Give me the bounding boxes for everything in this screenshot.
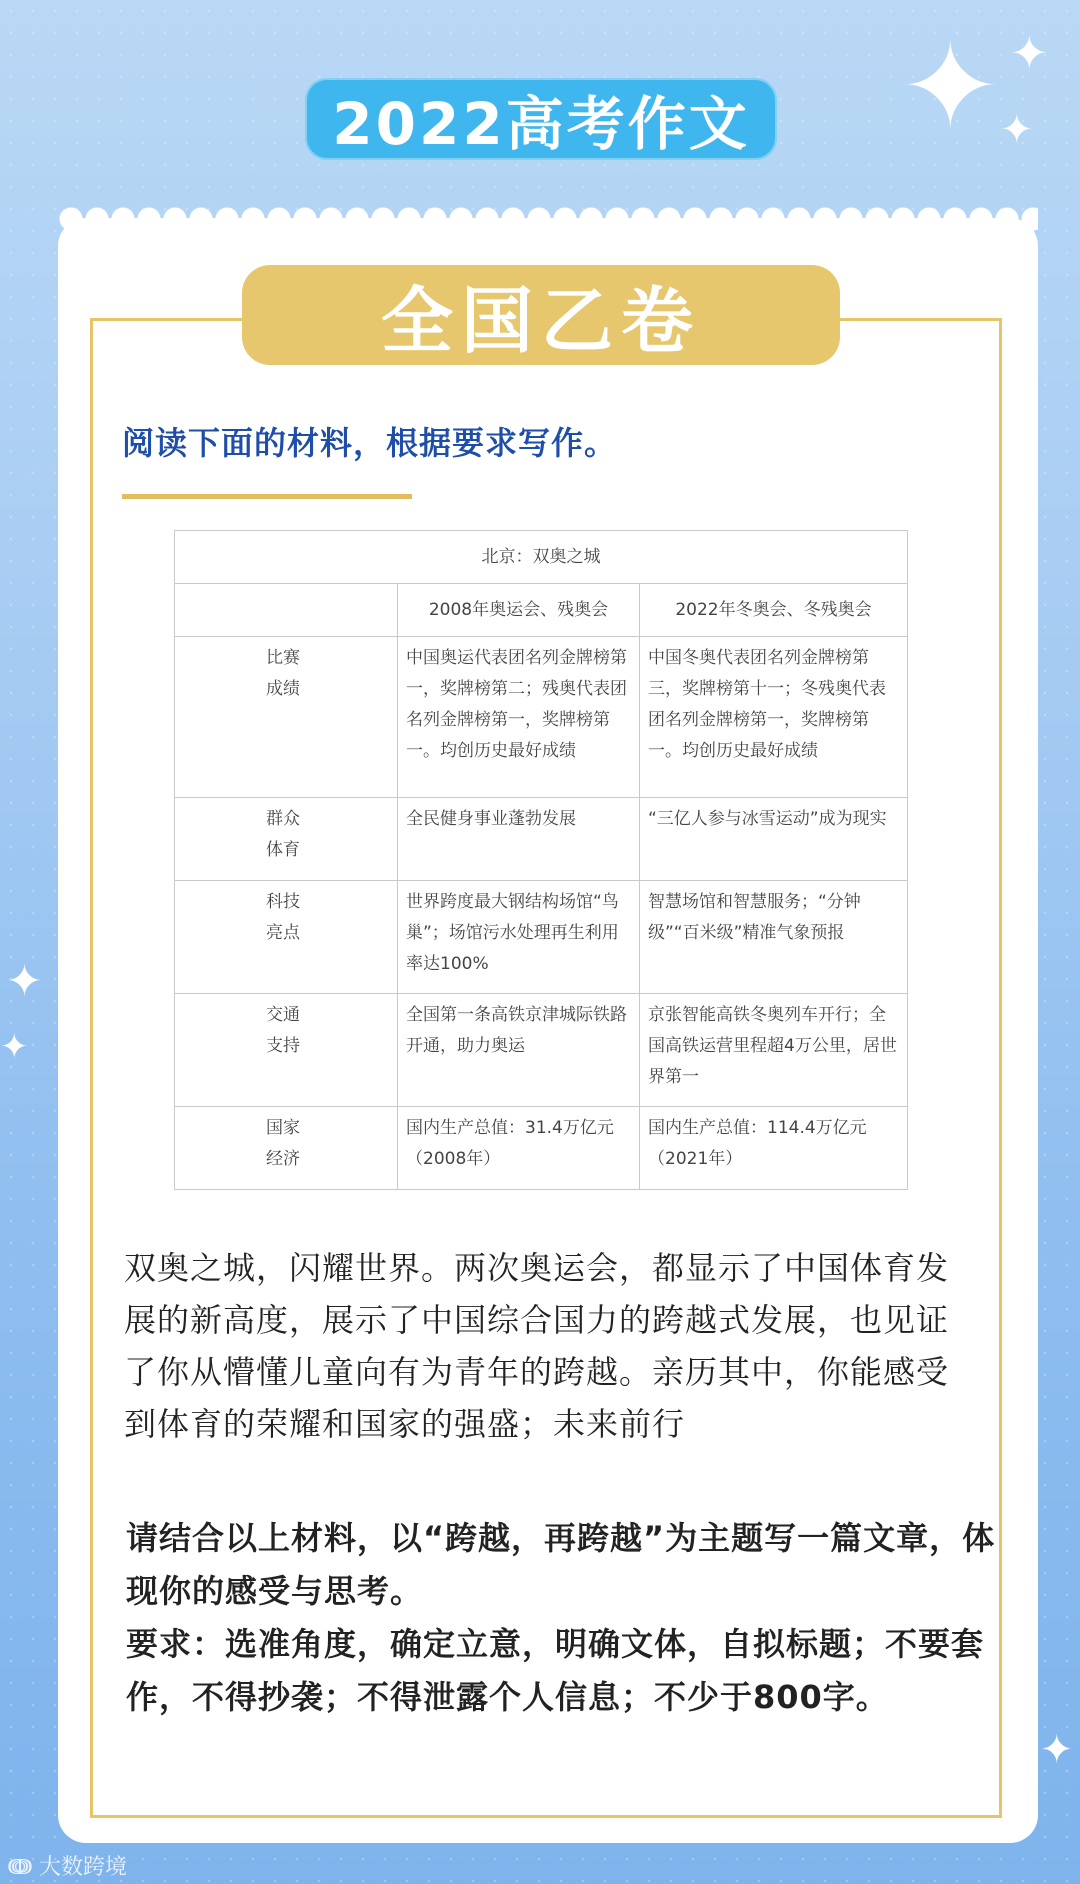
table-header-2008: 2008年奥运会、残奥会 <box>398 584 640 637</box>
exam-paper-banner <box>242 265 840 365</box>
material-paragraph: 双奥之城，闪耀世界。两次奥运会，都显示了中国体育发展的新高度，展示了中国综合国力的跨越式发展，也见证了你从懵懂儿童向有为青年的跨越。亲历其中，你能感受到体育的荣耀和国家的强盛；未来前行 <box>124 1249 950 1443</box>
cell-2022: 中国冬奥代表团名列金牌榜第三，奖牌榜第十一；冬残奥代表团名列金牌榜第一，奖牌榜第一。均创历史最好成绩 <box>640 637 908 798</box>
table-row <box>175 637 908 798</box>
row-category <box>175 637 398 798</box>
task-requirements: 要求：选准角度，确定立意，明确文体，自拟标题；不要套作，不得抄袭；不得泄露个人信息；不少于800字。 <box>126 1625 985 1716</box>
category-line: 经济 <box>266 1149 300 1169</box>
row-category <box>175 881 398 994</box>
cell-2022: 京张智能高铁冬奥列车开行；全国高铁运营里程超4万公里，居世界第一 <box>640 994 908 1107</box>
table-header-2022: 2022年冬奥会、冬残奥会 <box>640 584 908 637</box>
category-line: 亮点 <box>266 923 300 943</box>
watermark <box>8 1850 127 1881</box>
row-category <box>175 994 398 1107</box>
cell-2008: 世界跨度最大钢结构场馆“鸟巢”；场馆污水处理再生利用率达100% <box>398 881 640 994</box>
task-prompt: 请结合以上材料，以“跨越，再跨越”为主题写一篇文章，体现你的感受与思考。 <box>126 1519 996 1610</box>
cell-2022: 智慧场馆和智慧服务；“分钟级”“百米级”精准气象预报 <box>640 881 908 994</box>
sparkle-icon: ✦ <box>1040 1727 1074 1773</box>
table-header-empty <box>175 584 398 637</box>
page-title: 2022高考作文 <box>332 90 750 158</box>
sparkle-icon: ✦ <box>6 956 43 1007</box>
exam-paper-title: 全国乙卷 <box>380 279 701 363</box>
cell-2008: 全国第一条高铁京津城际铁路开通，助力奥运 <box>398 994 640 1107</box>
writing-task <box>126 1512 996 1724</box>
sparkle-icon: ✦ <box>1010 26 1049 80</box>
category-line: 交通 <box>266 1005 300 1025</box>
category-line: 成绩 <box>266 679 300 699</box>
table-header-row <box>175 584 908 637</box>
cell-2022: “三亿人参与冰雪运动”成为现实 <box>640 798 908 881</box>
table-row <box>175 994 908 1107</box>
category-line: 支持 <box>266 1036 300 1056</box>
page-title-banner <box>305 78 777 160</box>
sparkle-icon: ✦ <box>0 1027 29 1067</box>
table-caption: 北京：双奥之城 <box>175 531 908 584</box>
table-row <box>175 1107 908 1190</box>
sparkle-icon: ✦ <box>1000 107 1034 153</box>
watermark-logo-icon: ↈ <box>8 1855 33 1880</box>
watermark-text: 大数跨境 <box>39 1855 128 1880</box>
cell-2022: 国内生产总值：114.4万亿元（2021年） <box>640 1107 908 1190</box>
category-line: 国家 <box>266 1118 300 1138</box>
table-caption-row <box>175 531 908 584</box>
divider <box>122 494 412 499</box>
category-line: 群众 <box>266 809 300 829</box>
category-line: 体育 <box>266 840 300 860</box>
table-row <box>175 798 908 881</box>
material-table <box>174 530 908 1190</box>
cell-2008: 全民健身事业蓬勃发展 <box>398 798 640 881</box>
category-line: 科技 <box>266 892 300 912</box>
row-category <box>175 798 398 881</box>
category-line: 比赛 <box>266 648 300 668</box>
cell-2008: 中国奥运代表团名列金牌榜第一，奖牌榜第二；残奥代表团名列金牌榜第一，奖牌榜第一。均创历史最好成绩 <box>398 637 640 798</box>
table-row <box>175 881 908 994</box>
cell-2008: 国内生产总值：31.4万亿元（2008年） <box>398 1107 640 1190</box>
instruction-text: 阅读下面的材料，根据要求写作。 <box>122 424 618 462</box>
row-category <box>175 1107 398 1190</box>
sparkle-icon: ✦ <box>900 18 1001 157</box>
